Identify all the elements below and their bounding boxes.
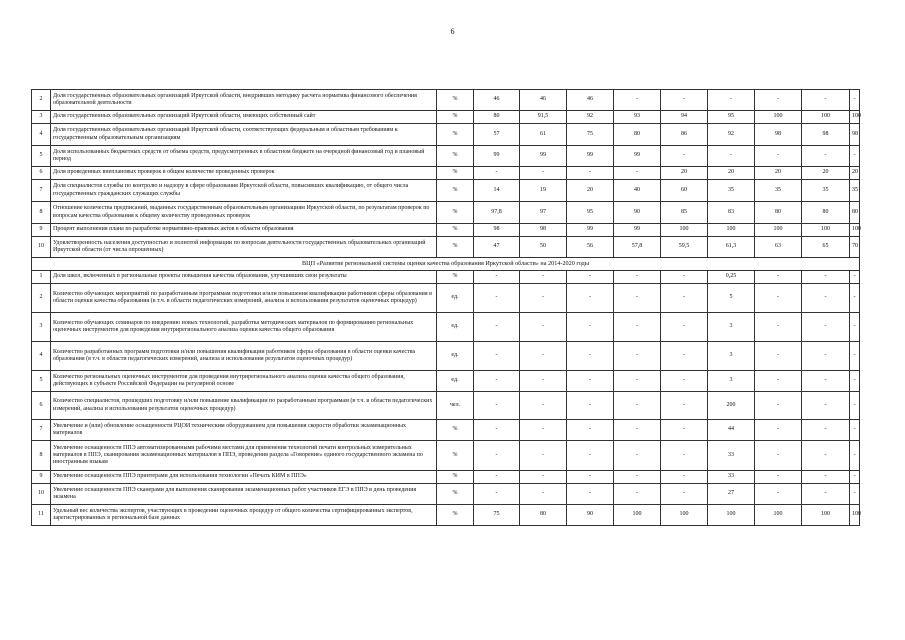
value-cell: - [661, 392, 708, 420]
row-number: 2 [32, 284, 51, 313]
value-cell: 99 [567, 146, 614, 167]
value-cell: 20 [850, 167, 860, 180]
value-cell: 19 [520, 180, 567, 202]
row-number: 7 [32, 180, 51, 202]
value-cell: 5 [708, 284, 755, 313]
value-cell: - [850, 271, 860, 284]
value-cell: - [850, 392, 860, 420]
value-cell: 75 [567, 124, 614, 146]
value-cell: - [661, 90, 708, 111]
table-row [32, 420, 860, 441]
value-cell: - [802, 371, 850, 392]
value-cell: - [474, 371, 520, 392]
value-cell: 100 [802, 505, 850, 526]
row-number: 10 [32, 237, 51, 258]
value-cell: 83 [708, 202, 755, 224]
value-cell: 99 [567, 224, 614, 237]
value-cell: 35 [802, 180, 850, 202]
value-cell: 61 [520, 124, 567, 146]
value-cell: 100 [850, 111, 860, 124]
table-row [32, 224, 860, 237]
value-cell: - [567, 371, 614, 392]
value-cell: 95 [567, 202, 614, 224]
unit-cell: % [437, 180, 474, 202]
indicator-text: Количество специалистов, прошедших подготовку и/или повышение квалификации по разработанным программам (в т.ч. в области педагогических измерений, анализа и использования результатов оценочных процедур) [51, 392, 437, 420]
value-cell: - [850, 284, 860, 313]
indicator-text: Отношение количества предписаний, выданных государственным образовательным организациям Иркутской области, по результатам проверок по вопросам качества образования к общему количеству проведенных проверок [51, 202, 437, 224]
indicator-text: Удовлетворенность населения доступностью и полнотой информации по вопросам деятельности государственных образовательных организаций Иркутской области (от числа опрошенных) [51, 237, 437, 258]
value-cell: 80 [755, 202, 802, 224]
value-cell: - [755, 371, 802, 392]
row-number: 2 [32, 90, 51, 111]
indicator-text: Количество региональных оценочных инструментов для проведения внутрирегионального анализа оценки качества общего образования, действующих в субъекте Российской Федерации на регулярной основе [51, 371, 437, 392]
table-row [32, 392, 860, 420]
value-cell: 20 [755, 167, 802, 180]
row-number: 9 [32, 471, 51, 484]
value-cell: - [474, 313, 520, 342]
value-cell: - [755, 484, 802, 505]
value-cell: 98 [474, 224, 520, 237]
value-cell: 80 [802, 202, 850, 224]
value-cell: 99 [474, 146, 520, 167]
value-cell: 44 [708, 420, 755, 441]
indicator-text: Увеличение оснащенности ППЭ автоматизированными рабочими местами для применения технологий печати контрольных измерительных материалов в ППЭ, сканирования экзаменационных материалов в ППЭ, проведения раздела «Говорение» единого государственного экзамена по иностранным языкам [51, 441, 437, 471]
unit-cell: % [437, 237, 474, 258]
value-cell: - [520, 167, 567, 180]
table-row [32, 180, 860, 202]
indicator-text: Доля государственных образовательных организаций Иркутской области, соответствующих федеральным и областным требованиям к государственным образовательным организациям [51, 124, 437, 146]
value-cell: 97,8 [474, 202, 520, 224]
value-cell: - [520, 484, 567, 505]
value-cell: 35 [708, 180, 755, 202]
value-cell: 27 [708, 484, 755, 505]
value-cell: - [802, 90, 850, 111]
value-cell: - [474, 484, 520, 505]
table-row [32, 167, 860, 180]
value-cell: - [474, 441, 520, 471]
value-cell: - [755, 441, 802, 471]
value-cell: - [755, 146, 802, 167]
value-cell: - [802, 284, 850, 313]
value-cell: - [802, 271, 850, 284]
value-cell: 90 [614, 202, 661, 224]
value-cell: 3 [708, 371, 755, 392]
value-cell: - [614, 342, 661, 371]
value-cell: - [614, 441, 661, 471]
value-cell: 59,5 [661, 237, 708, 258]
value-cell: - [661, 471, 708, 484]
value-cell: - [567, 471, 614, 484]
value-cell: - [614, 392, 661, 420]
value-cell: - [802, 392, 850, 420]
value-cell: - [474, 271, 520, 284]
section-header-row [32, 258, 860, 271]
indicator-text: Доля школ, включенных в региональные проекты повышения качества образования, улучшивших свои результаты [51, 271, 437, 284]
table-row [32, 313, 860, 342]
value-cell: - [802, 342, 850, 371]
value-cell: - [614, 371, 661, 392]
value-cell: - [520, 342, 567, 371]
value-cell: 63 [755, 237, 802, 258]
indicator-text: Количество обучающих семинаров по внедрению новых технологий, разработка методических материалов по формированию региональных оценочных инструментов для проведения внутрирегионального анализа оценки качества общего образования [51, 313, 437, 342]
value-cell: - [520, 441, 567, 471]
value-cell: 50 [520, 237, 567, 258]
value-cell: - [614, 420, 661, 441]
value-cell: - [755, 313, 802, 342]
table-row [32, 371, 860, 392]
value-cell: 57,8 [614, 237, 661, 258]
row-number: 4 [32, 124, 51, 146]
value-cell: - [755, 342, 802, 371]
value-cell: 95 [708, 111, 755, 124]
value-cell: - [802, 420, 850, 441]
value-cell: - [520, 420, 567, 441]
value-cell: - [567, 441, 614, 471]
value-cell: - [661, 342, 708, 371]
value-cell: - [614, 313, 661, 342]
value-cell: 100 [802, 111, 850, 124]
value-cell: - [661, 484, 708, 505]
table-row [32, 471, 860, 484]
value-cell: 92 [567, 111, 614, 124]
value-cell: 46 [474, 90, 520, 111]
indicator-text: Количество разработанных программ подготовки и/или повышения квалификации работников сферы образования в области оценки качества образования (в т.ч. в области педагогических измерений, анализа и использования результатов оценочных процедур) [51, 342, 437, 371]
value-cell: - [474, 471, 520, 484]
value-cell: - [850, 342, 860, 371]
indicator-text: Удельный вес количества экспертов, участвующих в проведении оценочных процедур от общего количества сертифицированных экспертов, зарегистрированных в региональной базе данных [51, 505, 437, 526]
unit-cell: чел. [437, 392, 474, 420]
value-cell: - [567, 420, 614, 441]
value-cell: - [802, 484, 850, 505]
value-cell: 98 [850, 124, 860, 146]
value-cell: - [567, 271, 614, 284]
value-cell: 20 [802, 167, 850, 180]
value-cell: 75 [474, 505, 520, 526]
value-cell: - [802, 441, 850, 471]
value-cell: - [474, 420, 520, 441]
row-number: 8 [32, 202, 51, 224]
value-cell: - [520, 313, 567, 342]
value-cell: - [614, 484, 661, 505]
value-cell: - [850, 313, 860, 342]
value-cell: 100 [708, 505, 755, 526]
table-row [32, 271, 860, 284]
value-cell: 86 [661, 124, 708, 146]
row-number: 6 [32, 392, 51, 420]
value-cell: 90 [567, 505, 614, 526]
value-cell: - [614, 167, 661, 180]
value-cell: - [755, 271, 802, 284]
indicator-text: Количество обучающих мероприятий по разработанным программам подготовки и/или повышения квалификации работников сферы образования в области оценки качества образования (в т.ч. в области педагогических измерений, анализа и использования результатов оценочных процедур) [51, 284, 437, 313]
indicators-table [31, 89, 860, 526]
unit-cell: % [437, 202, 474, 224]
value-cell: - [567, 284, 614, 313]
value-cell: - [661, 284, 708, 313]
value-cell: 100 [614, 505, 661, 526]
indicator-text: Доля специалистов службы по контролю и надзору в сфере образования Иркутской области, повысивших квалификацию, от общего числа государственных гражданских служащих службы [51, 180, 437, 202]
table-row [32, 342, 860, 371]
value-cell: 100 [850, 505, 860, 526]
value-cell: 20 [567, 180, 614, 202]
indicator-text: Доля государственных образовательных организаций Иркутской области, имеющих собственный сайт [51, 111, 437, 124]
value-cell: 100 [802, 224, 850, 237]
value-cell: - [755, 284, 802, 313]
value-cell: 85 [661, 202, 708, 224]
value-cell: - [708, 146, 755, 167]
row-number: 5 [32, 371, 51, 392]
value-cell: - [567, 167, 614, 180]
value-cell: - [614, 90, 661, 111]
unit-cell: % [437, 471, 474, 484]
row-number: 3 [32, 111, 51, 124]
value-cell: - [661, 271, 708, 284]
value-cell: 98 [802, 124, 850, 146]
indicator-text: Доля государственных образовательных организаций Иркутской области, внедривших методику расчета норматива финансового обеспечения образовательной деятельности [51, 90, 437, 111]
unit-cell: % [437, 441, 474, 471]
value-cell: 93 [614, 111, 661, 124]
value-cell: - [850, 146, 860, 167]
indicator-text: Процент выполнения плана по разработке нормативно-правовых актов в области образования [51, 224, 437, 237]
indicator-text: Увеличение оснащенности ППЭ сканерами для выполнения сканирования экзаменационных работ участников ЕГЭ в ППЭ в день проведения экзамена [51, 484, 437, 505]
value-cell: 94 [661, 111, 708, 124]
row-number: 7 [32, 420, 51, 441]
value-cell: - [567, 392, 614, 420]
value-cell: 99 [614, 146, 661, 167]
value-cell: - [520, 371, 567, 392]
row-number: 11 [32, 505, 51, 526]
value-cell: - [850, 441, 860, 471]
value-cell: 65 [802, 237, 850, 258]
value-cell: 3 [708, 342, 755, 371]
unit-cell: % [437, 271, 474, 284]
table-row [32, 484, 860, 505]
value-cell: - [802, 313, 850, 342]
value-cell: 20 [708, 167, 755, 180]
value-cell: 46 [520, 90, 567, 111]
unit-cell: ед. [437, 313, 474, 342]
row-number: 8 [32, 441, 51, 471]
value-cell: - [474, 284, 520, 313]
value-cell: - [474, 392, 520, 420]
row-number: 6 [32, 167, 51, 180]
value-cell: - [802, 471, 850, 484]
value-cell: 100 [755, 111, 802, 124]
indicator-text: Увеличение и (или) обновление оснащенности РЦОИ техническим оборудованием для повышения скорости обработки экзаменационных материалов [51, 420, 437, 441]
value-cell: 200 [708, 392, 755, 420]
row-number: 1 [32, 271, 51, 284]
value-cell: - [850, 471, 860, 484]
table-row [32, 237, 860, 258]
page-number: 6 [450, 27, 455, 36]
table-row [32, 202, 860, 224]
unit-cell: % [437, 111, 474, 124]
unit-cell: % [437, 505, 474, 526]
value-cell: - [755, 90, 802, 111]
value-cell: 99 [614, 224, 661, 237]
value-cell: 35 [850, 180, 860, 202]
value-cell: 100 [661, 224, 708, 237]
value-cell: 33 [708, 441, 755, 471]
value-cell: - [755, 420, 802, 441]
table-row [32, 124, 860, 146]
value-cell: 57 [474, 124, 520, 146]
value-cell: - [802, 146, 850, 167]
unit-cell: ед. [437, 284, 474, 313]
value-cell: 97 [520, 202, 567, 224]
indicator-text: Увеличение оснащенности ППЭ принтерами для использования технологии «Печать КИМ в ППЭ» [51, 471, 437, 484]
row-number: 10 [32, 484, 51, 505]
table-row [32, 90, 860, 111]
value-cell: - [850, 420, 860, 441]
value-cell: 3 [708, 313, 755, 342]
value-cell: - [614, 471, 661, 484]
value-cell: - [474, 167, 520, 180]
table-row [32, 505, 860, 526]
value-cell: 98 [520, 224, 567, 237]
value-cell: 100 [661, 505, 708, 526]
value-cell: 33 [708, 471, 755, 484]
value-cell: - [755, 471, 802, 484]
table-row [32, 284, 860, 313]
row-number: 3 [32, 313, 51, 342]
value-cell: - [755, 392, 802, 420]
value-cell: - [614, 271, 661, 284]
unit-cell: % [437, 90, 474, 111]
value-cell: 100 [708, 224, 755, 237]
value-cell: - [474, 342, 520, 371]
table-row [32, 441, 860, 471]
unit-cell: ед. [437, 371, 474, 392]
value-cell: - [520, 284, 567, 313]
value-cell: 92 [708, 124, 755, 146]
indicator-text: Доля использованных бюджетных средств от объема средств, предусмотренных в областном бюджете на очередной финансовый год и плановый период [51, 146, 437, 167]
value-cell: 56 [567, 237, 614, 258]
value-cell: 80 [614, 124, 661, 146]
value-cell: 35 [755, 180, 802, 202]
unit-cell: % [437, 167, 474, 180]
value-cell: 91,5 [520, 111, 567, 124]
unit-cell: % [437, 484, 474, 505]
value-cell: 80 [474, 111, 520, 124]
unit-cell: % [437, 420, 474, 441]
value-cell: - [567, 342, 614, 371]
value-cell: 100 [755, 505, 802, 526]
value-cell: 60 [661, 180, 708, 202]
unit-cell: ед. [437, 342, 474, 371]
value-cell: 0,25 [708, 271, 755, 284]
value-cell: 46 [567, 90, 614, 111]
section-title: ВЦП «Развитие региональной системы оценки качества образования Иркутской области» на 2014-2020 годы [32, 258, 860, 271]
value-cell: - [520, 471, 567, 484]
value-cell: - [614, 284, 661, 313]
indicator-text: Доля проведенных внеплановых проверок в общем количестве проведенных проверок [51, 167, 437, 180]
row-number: 4 [32, 342, 51, 371]
unit-cell: % [437, 124, 474, 146]
value-cell: - [661, 420, 708, 441]
value-cell: - [661, 441, 708, 471]
value-cell: 47 [474, 237, 520, 258]
value-cell: - [567, 484, 614, 505]
table-row [32, 111, 860, 124]
row-number: 5 [32, 146, 51, 167]
value-cell: 70 [850, 237, 860, 258]
value-cell: - [661, 146, 708, 167]
value-cell: 100 [755, 224, 802, 237]
value-cell: - [520, 392, 567, 420]
value-cell: 80 [850, 202, 860, 224]
value-cell: 100 [850, 224, 860, 237]
value-cell: - [708, 90, 755, 111]
value-cell: 80 [520, 505, 567, 526]
unit-cell: % [437, 146, 474, 167]
unit-cell: % [437, 224, 474, 237]
value-cell: - [661, 371, 708, 392]
value-cell: 40 [614, 180, 661, 202]
value-cell: 20 [661, 167, 708, 180]
value-cell: 99 [520, 146, 567, 167]
row-number: 9 [32, 224, 51, 237]
value-cell: - [850, 90, 860, 111]
value-cell: - [850, 371, 860, 392]
value-cell: - [520, 271, 567, 284]
value-cell: - [567, 313, 614, 342]
table-row [32, 146, 860, 167]
value-cell: 61,3 [708, 237, 755, 258]
value-cell: 98 [755, 124, 802, 146]
value-cell: - [850, 484, 860, 505]
value-cell: - [661, 313, 708, 342]
value-cell: 14 [474, 180, 520, 202]
